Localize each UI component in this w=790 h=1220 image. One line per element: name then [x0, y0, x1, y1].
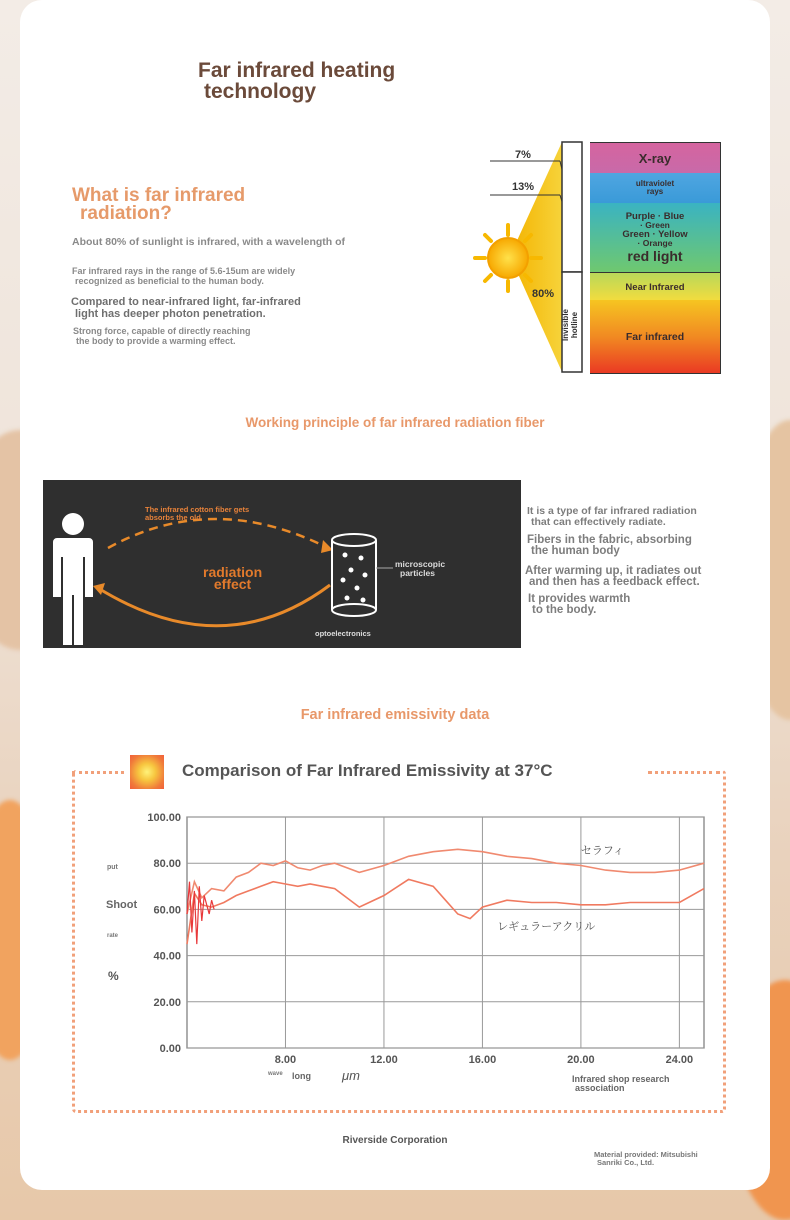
principle-text-3	[525, 566, 701, 588]
footer-company: Riverside Corporation	[342, 1135, 448, 1146]
intro-para-2-line2: recognized as beneficial to the human body.	[75, 276, 264, 286]
radiation-effect-line2: effect	[213, 576, 252, 592]
optoelectronics-label: optoelectronics	[315, 629, 371, 638]
series-line-1	[187, 849, 704, 914]
principle-svg	[43, 480, 521, 648]
annotation-label-1: セラフィ	[580, 844, 625, 857]
page-title	[198, 60, 395, 102]
x-tick-label: 12.00	[370, 1054, 398, 1066]
band-uv-line2: rays	[646, 187, 664, 196]
sun-icon	[475, 225, 541, 291]
band-visible-line2: · Green	[640, 219, 670, 230]
x-label-long: long	[292, 1071, 311, 1081]
pct-13: 13%	[512, 181, 535, 193]
intro-para-4-line2: the body to provide a warming effect.	[76, 336, 236, 346]
x-tick-label: 24.00	[665, 1054, 694, 1066]
band-near-ir: Near Infrared	[590, 272, 720, 301]
series-line-2	[187, 879, 704, 944]
intro-title	[72, 187, 245, 223]
chart-source-line1: Infrared shop research	[572, 1074, 670, 1084]
chart-source-line2: association	[575, 1083, 625, 1093]
spectrum-bands	[590, 142, 721, 374]
chart-title: Comparison of Far Infrared Emissivity at 37°C	[182, 761, 553, 780]
principle-text-2-line1: Fibers in the fabric, absorbing	[527, 534, 692, 546]
y-label-pct: %	[108, 969, 119, 983]
intro-para-2-line1: Far infrared rays in the range of 5.6-15um are widely	[72, 266, 296, 276]
panel-top-caption	[145, 506, 249, 522]
chart-source	[572, 1075, 670, 1093]
principle-text-4-line2: to the body.	[532, 604, 597, 616]
intro-para-3	[71, 296, 301, 320]
y-tick-label: 40.00	[153, 950, 181, 963]
x-tick-label: 16.00	[468, 1054, 497, 1066]
principle-text-2-line2: the human body	[531, 545, 620, 557]
intro-para-3-line2: light has deeper photon penetration.	[75, 308, 266, 320]
principle-text-1-line2: that can effectively radiate.	[531, 516, 666, 528]
band-far-ir: Far infrared	[590, 300, 720, 373]
glow-square-icon	[130, 755, 164, 789]
band-visible-line3: Green · Yellow	[622, 228, 688, 240]
content-card	[20, 0, 770, 1190]
emissivity-section-title: Far infrared emissivity data	[300, 707, 490, 723]
footer-credit-line1: Material provided: Mitsubishi	[594, 1150, 698, 1159]
footer-credit-line2: Sanriki Co., Ltd.	[597, 1158, 655, 1167]
page-title-line2: technology	[204, 80, 317, 103]
y-tick-label: 0.00	[159, 1043, 181, 1055]
arc-top	[108, 519, 328, 548]
pct-80: 80%	[532, 288, 555, 300]
radiation-effect-label	[203, 566, 262, 590]
y-tick-label: 20.00	[153, 996, 181, 1009]
band-uv-line1: ultraviolet	[635, 179, 675, 188]
intro-para-4-line1: Strong force, capable of directly reaching	[73, 326, 251, 336]
principle-text-3-line2: and then has a feedback effect.	[529, 576, 700, 588]
intro-title-line2: radiation?	[80, 203, 172, 224]
x-tick-label: 8.00	[274, 1054, 297, 1066]
y-tick-label: 60.00	[153, 904, 181, 917]
x-tick-label: 20.00	[567, 1054, 595, 1066]
x-label-unit: μm	[342, 1068, 360, 1083]
intro-para-3-line1: Compared to near-infrared light, far-infrared	[71, 296, 301, 308]
panel-top-caption-line1: The infrared cotton fiber gets	[145, 505, 250, 514]
x-label-wave: wave	[268, 1071, 283, 1077]
microscopic-line2: particles	[400, 568, 435, 578]
band-visible-line1: Purple · Blue	[625, 210, 685, 222]
annotation-label-2: レギュラーアクリル	[497, 921, 596, 934]
band-visible	[590, 203, 720, 272]
panel-top-caption-line2: absorbs the old	[145, 513, 201, 522]
principle-text-2	[527, 535, 692, 557]
human-figure-icon	[53, 513, 93, 645]
principle-text-4	[528, 594, 630, 616]
y-label-rate: rate	[107, 933, 119, 939]
cylinder-icon	[332, 534, 376, 616]
microscopic-particles-label	[395, 560, 445, 578]
intro-title-line1: What is far infrared	[72, 185, 246, 206]
principle-panel	[43, 480, 521, 648]
intro-para-4	[73, 326, 251, 346]
principle-text-1	[527, 506, 697, 528]
principle-text-1-line1: It is a type of far infrared radiation	[527, 505, 697, 517]
band-visible-line4: · Orange	[637, 237, 673, 248]
y-label-put: put	[107, 864, 118, 871]
emissivity-chart	[70, 800, 720, 1100]
band-xray: X-ray	[590, 143, 720, 173]
y-tick-label: 100.00	[147, 812, 181, 824]
footer-credit	[594, 1151, 698, 1167]
radiation-effect-line1: radiation	[203, 564, 263, 580]
invisible-hotline-label: Invisible hotline	[561, 309, 579, 342]
microscopic-line1: microscopic	[395, 559, 446, 569]
plot-border	[187, 817, 704, 1048]
principle-text-3-line1: After warming up, it radiates out	[525, 565, 702, 577]
invisible-box-top	[562, 142, 582, 272]
band-red-light: red light	[627, 247, 683, 264]
intro-para-2	[72, 266, 295, 286]
pct-7: 7%	[515, 149, 531, 161]
principle-section-title: Working principle of far infrared radiation fiber	[245, 415, 545, 430]
arrow-head	[93, 583, 105, 595]
y-label-shoot: Shoot	[106, 899, 138, 911]
intro-para-1: About 80% of sunlight is infrared, with a wavelength of	[72, 236, 346, 248]
y-tick-label: 80.00	[153, 858, 181, 871]
band-uv	[590, 173, 720, 203]
page-title-line1: Far infrared heating	[198, 59, 396, 82]
principle-text-4-line1: It provides warmth	[528, 593, 631, 605]
